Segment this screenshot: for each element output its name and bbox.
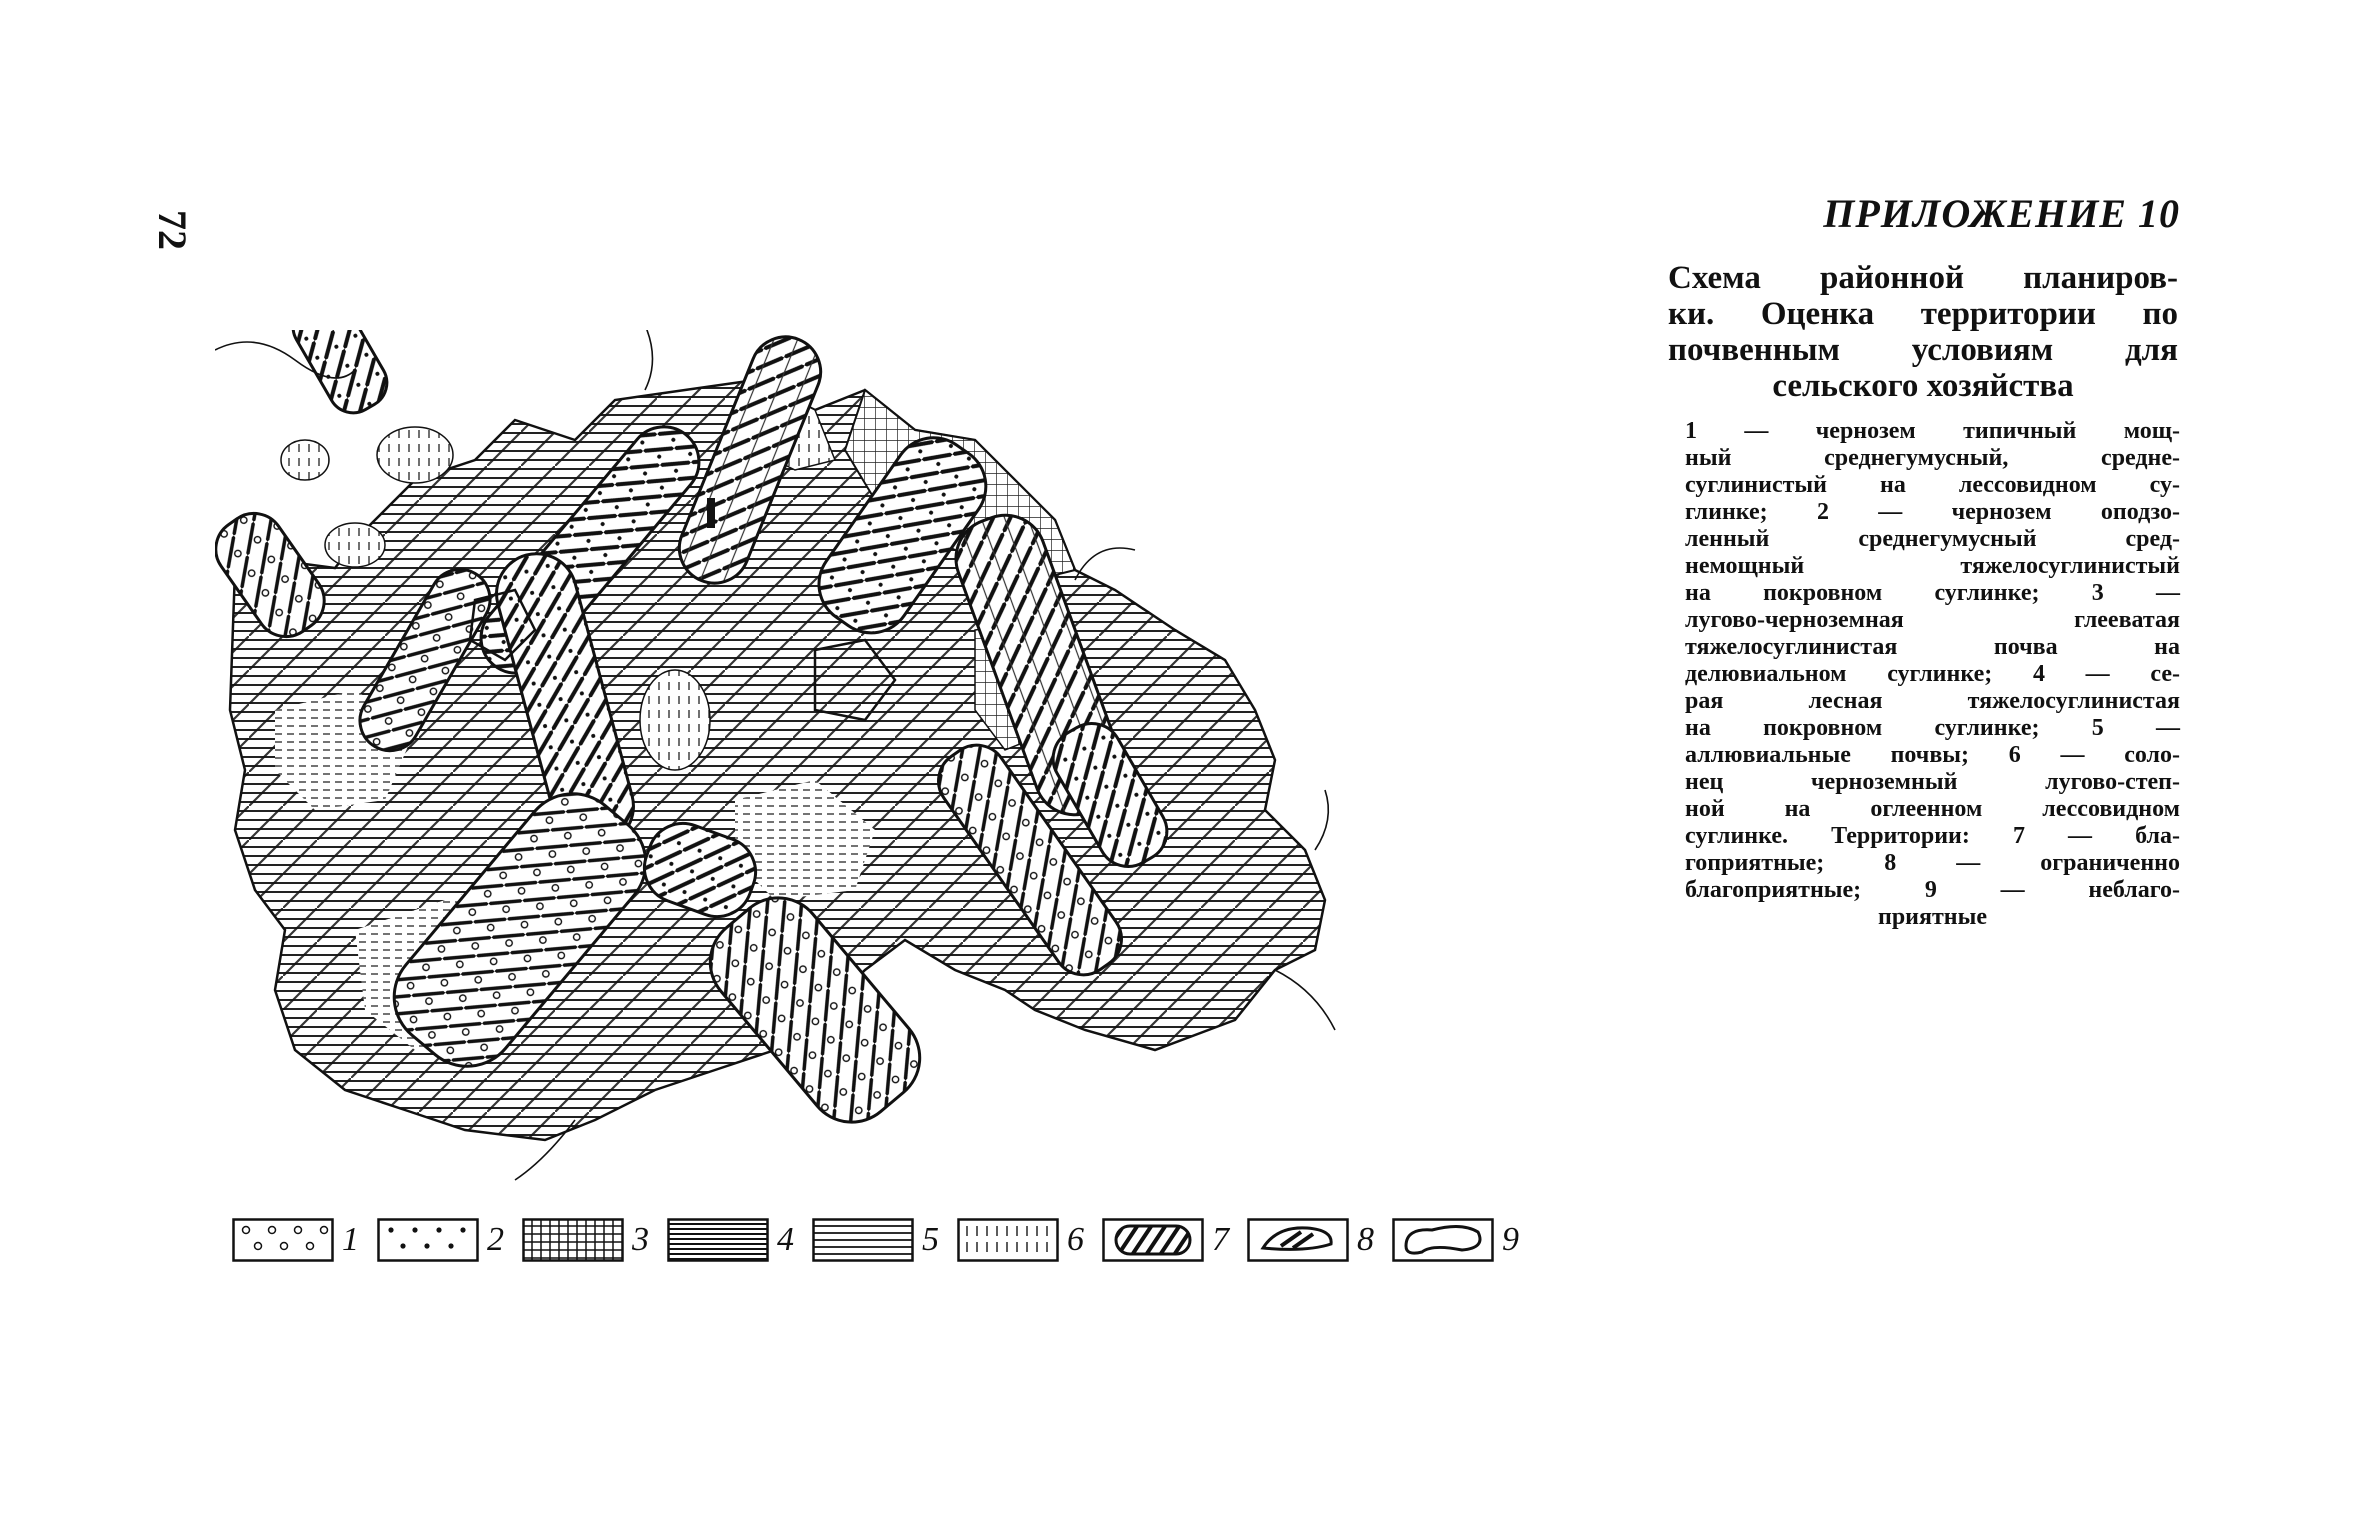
map-zone-solonetz-5 [281,440,329,480]
caption-line: делювиальном суглинке; 4 — се- [1685,661,2180,687]
legend-item-7 [1102,1218,1229,1262]
map-title-line: сельского хозяйства [1772,368,2074,404]
map-river-4 [1315,790,1328,850]
legend-number: 6 [1067,1221,1084,1258]
caption-line: нец черноземный лугово-степ- [1685,769,2180,795]
map-title-line: почвенным условиям для [1668,332,2178,368]
map-title-line: ки. Оценка территории по [1668,296,2178,332]
caption-line: ной на оглеенном лессовидном [1685,796,2180,822]
legend-item-6 [957,1218,1084,1262]
caption-line: глинке; 2 — чернозем оподзо- [1685,499,2180,525]
map-zone-solonetz-4 [640,670,710,770]
map-river-2 [645,330,653,390]
caption-line: гоприятные; 8 — ограниченно [1685,850,2180,876]
legend-number: 2 [487,1221,504,1258]
legend-swatch-outline-hatched-partial [1247,1218,1349,1262]
legend-number: 9 [1502,1221,1519,1258]
legend-swatch-circles [232,1218,334,1262]
appendix-title: ПРИЛОЖЕНИЕ 10 [1823,191,2180,236]
legend-swatch-outline-hatched-fill [1102,1218,1204,1262]
caption-line: приятные [1878,904,1987,930]
map-marker [707,498,715,528]
soil-map [215,330,1565,1190]
map-territory-favourable-3 [284,330,396,422]
legend-number: 7 [1212,1221,1229,1258]
legend-item-9 [1392,1218,1519,1262]
caption-line: тяжелосуглинистая почва на [1685,634,2180,660]
caption-line: ный среднегумусный, средне- [1685,445,2180,471]
legend-number: 5 [922,1221,939,1258]
caption-line: суглинке. Территории: 7 — бла- [1685,823,2180,849]
legend-item-1 [232,1218,359,1262]
page-number: 72 [150,210,195,250]
caption-line: на покровном суглинке; 5 — [1685,715,2180,741]
legend-item-3 [522,1218,649,1262]
legend-swatch-horizontal-lines [812,1218,914,1262]
legend-swatch-dots [377,1218,479,1262]
caption-line: лугово-черноземная глееватая [1685,607,2180,633]
legend-number: 1 [342,1221,359,1258]
map-title-line: Схема районной планиров- [1668,260,2178,296]
legend-swatch-outline-empty [1392,1218,1494,1262]
map-zone-solonetz-3 [325,523,385,567]
legend-number: 8 [1357,1221,1374,1258]
legend-swatch-grid [522,1218,624,1262]
legend-item-2 [377,1218,504,1262]
legend-swatch-short-vertical-dashes [957,1218,1059,1262]
caption-line: аллювиальные почвы; 6 — соло- [1685,742,2180,768]
caption-line: 1 — чернозем типичный мощ- [1685,418,2180,444]
legend-item-4 [667,1218,794,1262]
map-legend [232,1210,1519,1270]
map-title [1668,260,2178,404]
caption-line: ленный среднегумусный сред- [1685,526,2180,552]
legend-number: 3 [632,1221,649,1258]
caption-line: суглинистый на лессовидном су- [1685,472,2180,498]
caption-line: немощный тяжелосуглинистый [1685,553,2180,579]
legend-item-5 [812,1218,939,1262]
map-river-6 [1275,970,1335,1030]
caption-line: благоприятные; 9 — неблаго- [1685,877,2180,903]
caption-line: рая лесная тяжелосуглинистая [1685,688,2180,714]
legend-number: 4 [777,1221,794,1258]
map-legend-caption [1685,418,2180,931]
legend-item-8 [1247,1218,1374,1262]
legend-swatch-dense-horizontal-lines [667,1218,769,1262]
map-zone-solonetz-2 [377,427,453,483]
caption-line: на покровном суглинке; 3 — [1685,580,2180,606]
